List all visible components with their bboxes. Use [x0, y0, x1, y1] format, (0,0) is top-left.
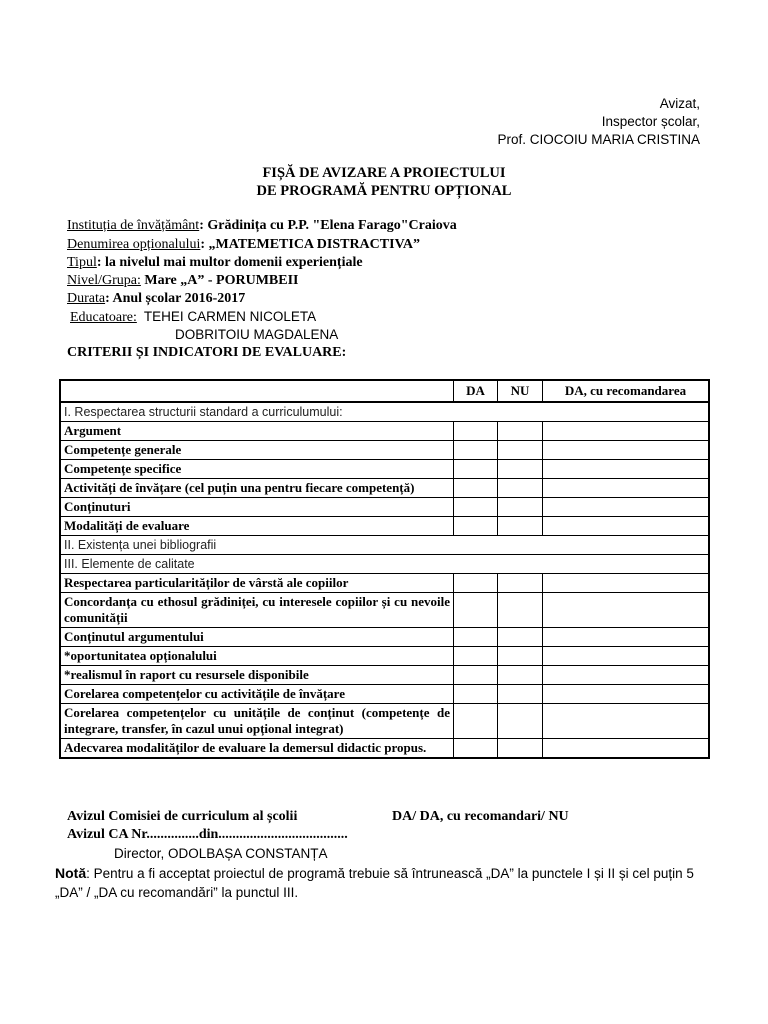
criterion-cell: *realismul în raport cu resursele disponibile — [60, 666, 454, 685]
table-row — [60, 555, 709, 574]
duration-line — [67, 290, 245, 308]
da-recommendation-cell[interactable] — [543, 517, 710, 536]
criterion-cell: Concordanța cu ethosul grădiniței, cu interesele copiilor și cu nevoile comunității — [60, 593, 454, 628]
section-cell: III. Elemente de calitate — [60, 555, 709, 574]
ca-line: Avizul CA Nr...............din..................................... — [67, 827, 348, 842]
approval-line-inspector: Inspector școlar, — [601, 114, 700, 129]
da-cell[interactable] — [454, 593, 498, 628]
header-criteria-cell — [60, 380, 454, 402]
type-value: : la nivelul mai multor domenii experiențiale — [96, 255, 363, 270]
institution-value: : Grădinița cu P.P. "Elena Farago"Craiova — [199, 218, 457, 233]
commission-label: Avizul Comisiei de curriculum al școlii — [67, 809, 298, 824]
da-cell[interactable] — [454, 498, 498, 517]
criterion-cell: Adecvarea modalităților de evaluare la demersul didactic propus. — [60, 739, 454, 759]
nu-cell[interactable] — [498, 628, 543, 647]
table-row — [60, 647, 709, 666]
da-recommendation-cell[interactable] — [543, 479, 710, 498]
header-da-recommendation: DA, cu recomandarea — [543, 380, 710, 402]
title-line-1: FIȘĂ DE AVIZARE A PROIECTULUI — [262, 165, 506, 181]
da-cell[interactable] — [454, 441, 498, 460]
title-line-2: DE PROGRAMĂ PENTRU OPȚIONAL — [256, 183, 512, 199]
table-row — [60, 422, 709, 441]
table-row — [60, 498, 709, 517]
nu-cell[interactable] — [498, 704, 543, 739]
table-row — [60, 479, 709, 498]
da-cell[interactable] — [454, 460, 498, 479]
da-recommendation-cell[interactable] — [543, 685, 710, 704]
educator-2: DOBRITOIU MAGDALENA — [175, 327, 339, 342]
institution-label: Instituția de învățământ — [67, 218, 200, 233]
da-recommendation-cell[interactable] — [543, 647, 710, 666]
nu-cell[interactable] — [498, 422, 543, 441]
criterion-cell: Argument — [60, 422, 454, 441]
criterion-cell: Corelarea competențelor cu unitățile de conținut (competențe de integrare, transfer, în cazul unui opțional integrat) — [60, 704, 454, 739]
da-recommendation-cell[interactable] — [543, 593, 710, 628]
table-row — [60, 517, 709, 536]
level-line — [67, 272, 298, 290]
da-cell[interactable] — [454, 517, 498, 536]
criterion-cell: Competențe specifice — [60, 460, 454, 479]
nu-cell[interactable] — [498, 685, 543, 704]
note-text: : Pentru a fi acceptat proiectul de programă trebuie să întrunească „DA” la punctele I și II și cel puțin 5 „DA” / „DA cu recomandări” la punctul III. — [55, 866, 694, 900]
educators-label: Educatoare: — [70, 310, 137, 325]
da-cell[interactable] — [454, 574, 498, 593]
section-cell: II. Existența unei bibliografii — [60, 536, 709, 555]
da-cell[interactable] — [454, 422, 498, 441]
educators-line — [70, 308, 316, 327]
commission-line — [67, 808, 569, 826]
optional-name-label: Denumirea opționalului — [67, 237, 201, 252]
table-row — [60, 666, 709, 685]
evaluation-table — [59, 379, 710, 759]
da-recommendation-cell[interactable] — [543, 574, 710, 593]
da-cell[interactable] — [454, 479, 498, 498]
da-cell[interactable] — [454, 647, 498, 666]
da-recommendation-cell[interactable] — [543, 460, 710, 479]
level-label: Nivel/Grupa: — [67, 273, 141, 288]
optional-name-value: : „MATEMETICA DISTRACTIVA” — [200, 237, 420, 252]
note-paragraph — [55, 864, 705, 902]
da-recommendation-cell[interactable] — [543, 422, 710, 441]
table-row — [60, 574, 709, 593]
table-row — [60, 739, 709, 759]
table-row — [60, 460, 709, 479]
da-recommendation-cell[interactable] — [543, 628, 710, 647]
criterion-cell: Conținuturi — [60, 498, 454, 517]
evaluation-table-body — [60, 380, 709, 758]
duration-value: : Anul școlar 2016-2017 — [105, 291, 246, 306]
da-recommendation-cell[interactable] — [543, 498, 710, 517]
type-label: Tipul — [67, 255, 97, 270]
nu-cell[interactable] — [498, 517, 543, 536]
nu-cell[interactable] — [498, 666, 543, 685]
institution-line — [67, 217, 457, 235]
da-cell[interactable] — [454, 666, 498, 685]
criterion-cell: Modalități de evaluare — [60, 517, 454, 536]
da-recommendation-cell[interactable] — [543, 666, 710, 685]
level-value: Mare „A” - PORUMBEII — [140, 273, 299, 288]
table-row — [60, 704, 709, 739]
criterion-cell: Conținutul argumentului — [60, 628, 454, 647]
header-da: DA — [454, 380, 498, 402]
table-row — [60, 536, 709, 555]
table-row — [60, 441, 709, 460]
nu-cell[interactable] — [498, 479, 543, 498]
note-label: Notă — [55, 865, 87, 881]
section-cell: I. Respectarea structurii standard a curriculumului: — [60, 402, 709, 422]
da-cell[interactable] — [454, 739, 498, 759]
criteria-heading: CRITERII ȘI INDICATORI DE EVALUARE: — [67, 345, 347, 360]
director-line: Director, ODOLBAȘA CONSTANȚA — [114, 846, 328, 861]
nu-cell[interactable] — [498, 574, 543, 593]
da-cell[interactable] — [454, 628, 498, 647]
nu-cell[interactable] — [498, 498, 543, 517]
da-cell[interactable] — [454, 704, 498, 739]
optional-name-line — [67, 236, 420, 254]
da-cell[interactable] — [454, 685, 498, 704]
nu-cell[interactable] — [498, 739, 543, 759]
table-row — [60, 593, 709, 628]
criterion-cell: *oportunitatea opționalului — [60, 647, 454, 666]
table-header-row — [60, 380, 709, 402]
da-recommendation-cell[interactable] — [543, 441, 710, 460]
type-line — [67, 254, 363, 272]
nu-cell[interactable] — [498, 593, 543, 628]
criterion-cell: Respectarea particularităților de vârstă ale copiilor — [60, 574, 454, 593]
criterion-cell: Activități de învățare (cel puțin una pentru fiecare competență) — [60, 479, 454, 498]
table-row — [60, 685, 709, 704]
approval-line-name: Prof. CIOCOIU MARIA CRISTINA — [497, 132, 700, 147]
educator-1: TEHEI CARMEN NICOLETA — [143, 309, 317, 324]
table-row — [60, 628, 709, 647]
approval-line-avizat: Avizat, — [659, 96, 700, 111]
document-title — [0, 164, 768, 200]
criterion-cell: Corelarea competențelor cu activitățile de învățare — [60, 685, 454, 704]
da-recommendation-cell[interactable] — [543, 704, 710, 739]
da-recommendation-cell[interactable] — [543, 739, 710, 759]
nu-cell[interactable] — [498, 441, 543, 460]
approval-block — [497, 95, 700, 149]
commission-options: DA/ DA, cu recomandari/ NU — [392, 809, 569, 824]
nu-cell[interactable] — [498, 460, 543, 479]
header-nu: NU — [498, 380, 543, 402]
criterion-cell: Competențe generale — [60, 441, 454, 460]
table-row — [60, 402, 709, 422]
duration-label: Durata — [67, 291, 106, 306]
nu-cell[interactable] — [498, 647, 543, 666]
